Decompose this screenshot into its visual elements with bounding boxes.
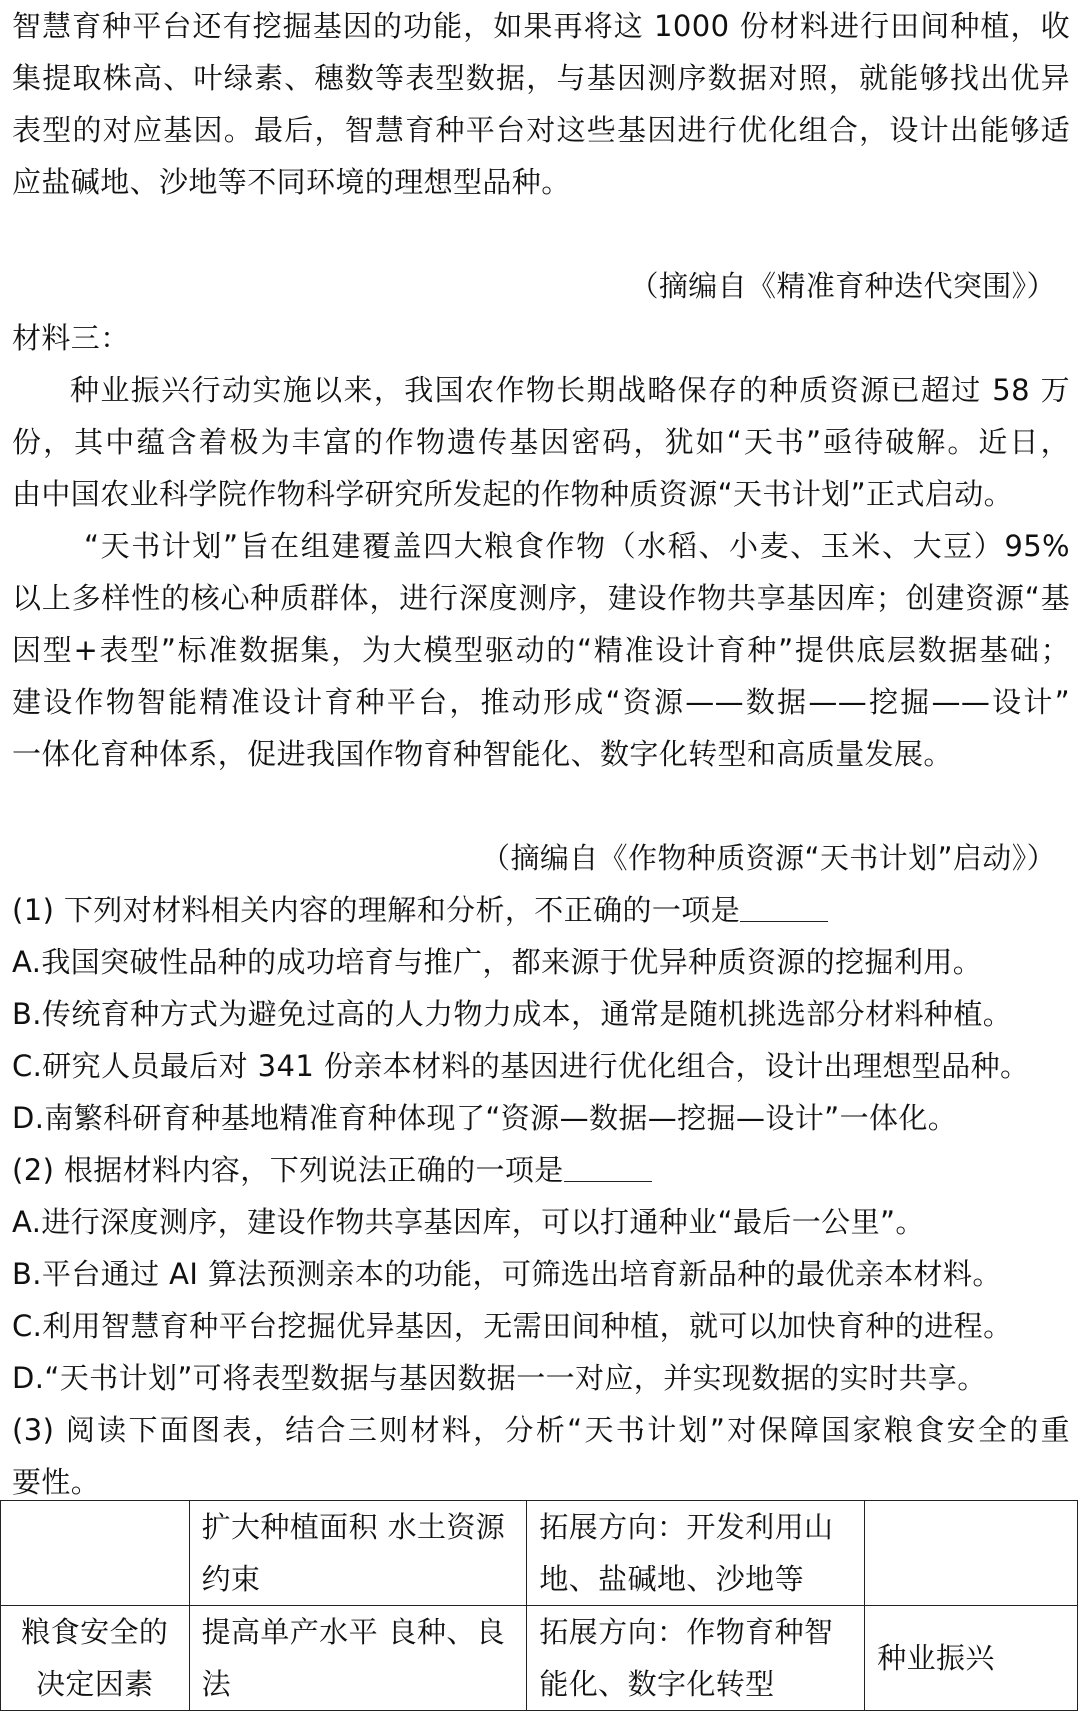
question-2-text: (2) 根据材料内容，下列说法正确的一项是 [12, 1153, 564, 1187]
question-3-stem-line-2: 要性。 [12, 1465, 101, 1499]
question-2-stem [12, 1144, 1070, 1196]
table-cell-r2c4: 种业振兴 [865, 1606, 1078, 1711]
material3-source: （摘编自《作物种质资源“天书计划”启动》） [481, 841, 1056, 875]
question-1-option-d: D.南繁科研育种基地精准育种体现了“资源—数据—挖掘—设计”一体化。 [12, 1101, 958, 1135]
question-2-option-c: C.利用智慧育种平台挖掘优异基因，无需田间种植，就可以加快育种的进程。 [12, 1309, 1013, 1343]
table-cell-r1c4 [865, 1501, 1078, 1606]
table-cell-r2c3: 拓展方向：作物育种智能化、数字化转型 [527, 1606, 865, 1711]
spacer [12, 208, 1070, 260]
material3-para2-line-2: 以上多样性的核心种质群体，进行深度测序，建设作物共享基因库；创建资源“基 [12, 581, 1070, 615]
material3-heading: 材料三： [12, 321, 130, 355]
table-cell-r1c1 [1, 1501, 190, 1606]
material3-para2-line-5: 一体化育种体系，促进我国作物育种智能化、数字化转型和高质量发展。 [12, 737, 953, 771]
material3-para1-line-1: 种业振兴行动实施以来，我国农作物长期战略保存的种质资源已超过 58 万 [70, 373, 1070, 407]
question-2-option-b: B.平台通过 AI 算法预测亲本的功能，可筛选出培育新品种的最优亲本材料。 [12, 1257, 1002, 1291]
question-1-text: (1) 下列对材料相关内容的理解和分析，不正确的一项是 [12, 893, 741, 927]
answer-blank[interactable] [740, 893, 828, 922]
question-1-option-c: C.研究人员最后对 341 份亲本材料的基因进行优化组合，设计出理想型品种。 [12, 1049, 1030, 1083]
material3-para1-line-2: 份，其中蕴含着极为丰富的作物遗传基因密码，犹如“天书”亟待破解。近日， [12, 425, 1070, 459]
material3-para2-line-1: “天书计划”旨在组建覆盖四大粮食作物（水稻、小麦、玉米、大豆）95% [84, 529, 1070, 563]
material3-para1-line-3: 由中国农业科学院作物科学研究所发起的作物种质资源“天书计划”正式启动。 [12, 477, 1014, 511]
spacer [12, 780, 1070, 832]
table-cell-r1c2: 扩大种植面积 水土资源约束 [189, 1501, 527, 1606]
material2-line-4: 应盐碱地、沙地等不同环境的理想型品种。 [12, 165, 571, 199]
question-1-option-b: B.传统育种方式为避免过高的人力物力成本，通常是随机挑选部分材料种植。 [12, 997, 1013, 1031]
question-3-stem-line-1: (3) 阅读下面图表，结合三则材料，分析“天书计划”对保障国家粮食安全的重 [12, 1413, 1070, 1447]
table-cell-r2c1: 粮食安全的决定因素 [1, 1606, 190, 1711]
question-1-option-a: A.我国突破性品种的成功培育与推广，都来源于优异种质资源的挖掘利用。 [12, 945, 983, 979]
table-cell-r1c3: 拓展方向：开发利用山地、盐碱地、沙地等 [527, 1501, 865, 1606]
answer-blank[interactable] [564, 1153, 652, 1182]
material3-para2-line-4: 建设作物智能精准设计育种平台，推动形成“资源——数据——挖掘——设计” [12, 685, 1070, 719]
table-row [1, 1501, 1078, 1606]
material2-line-2: 集提取株高、叶绿素、穗数等表型数据，与基因测序数据对照，就能够找出优异 [12, 61, 1070, 95]
question-2-option-d: D.“天书计划”可将表型数据与基因数据一一对应，并实现数据的实时共享。 [12, 1361, 987, 1395]
question-1-stem [12, 884, 1070, 936]
table-row [1, 1606, 1078, 1711]
material2-source: （摘编自《精准育种迭代突围》） [629, 269, 1056, 303]
material2-line-1: 智慧育种平台还有挖掘基因的功能，如果再将这 1000 份材料进行田间种植，收 [12, 9, 1070, 43]
material2-line-3: 表型的对应基因。最后，智慧育种平台对这些基因进行优化组合，设计出能够适 [12, 113, 1070, 147]
table-cell-r2c2: 提高单产水平 良种、良法 [189, 1606, 527, 1711]
document-page [12, 0, 1070, 1508]
material3-para2-line-3: 因型+表型”标准数据集，为大模型驱动的“精准设计育种”提供底层数据基础； [12, 633, 1070, 667]
question-2-option-a: A.进行深度测序，建设作物共享基因库，可以打通种业“最后一公里”。 [12, 1205, 925, 1239]
grain-security-table [0, 1500, 1078, 1711]
